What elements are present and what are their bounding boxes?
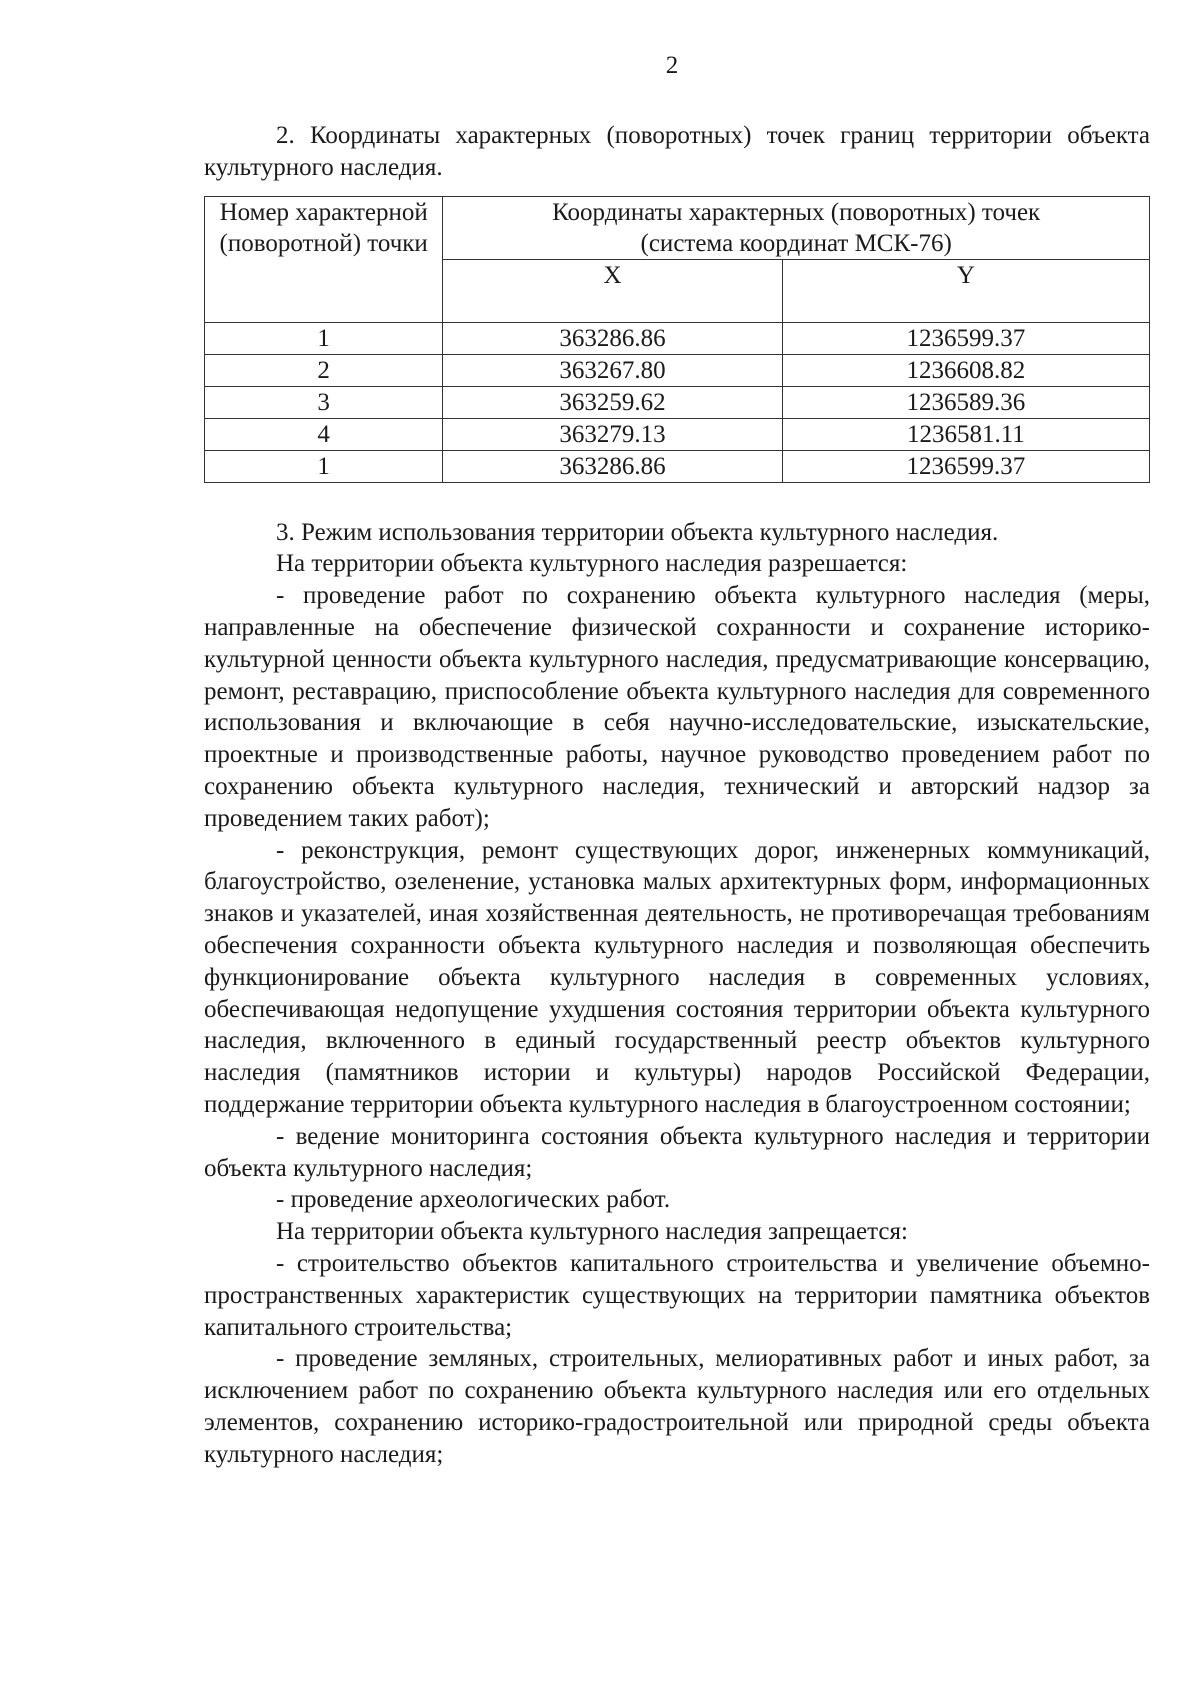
cell-point-number: 2 — [205, 354, 443, 386]
cell-y: 1236599.37 — [782, 322, 1149, 354]
cell-point-number: 4 — [205, 418, 443, 450]
allowed-item: - ведение мониторинга состояния объекта культурного наследия и территории объекта культурного наследия; — [204, 1122, 1150, 1182]
cell-x: 363286.86 — [443, 450, 782, 482]
allowed-item: - проведение работ по сохранению объекта культурного наследия (меры, направленные на обеспечение физической сохранности и сохранение историко-культурной ценности объекта культурного наследия, предусматривающие консервацию, ремонт, реставрацию, приспособление объекта культурного наследия для современного использования и включающие в себя научно-исследовательские, изыскательские, проектные и производственные работы, научное руководство проведением работ по сохранению объекта культурного наследия, технический и авторский надзор за проведением таких работ); — [204, 582, 1150, 832]
header-y: Y — [782, 259, 1149, 322]
table-row — [205, 386, 1150, 418]
table-row — [205, 450, 1150, 482]
cell-point-number: 3 — [205, 386, 443, 418]
cell-x: 363259.62 — [443, 386, 782, 418]
header-coordinates-line1: Координаты характерных (поворотных) точек — [552, 198, 1041, 226]
prohibited-item: - строительство объектов капитального строительства и увеличение объемно-пространственных характеристик существующих на территории памятника объектов капитального строительства; — [204, 1249, 1150, 1341]
prohibited-item: - проведение земляных, строительных, мелиоративных работ и иных работ, за исключением работ по сохранению объекта культурного наследия или его отдельных элементов, сохранению историко-градостроительной или природной среды объекта культурного наследия; — [204, 1345, 1150, 1468]
table-row — [205, 322, 1150, 354]
coordinates-table — [204, 196, 1150, 483]
cell-y: 1236599.37 — [782, 450, 1149, 482]
table-row — [205, 418, 1150, 450]
cell-y: 1236589.36 — [782, 386, 1149, 418]
table-row — [205, 354, 1150, 386]
section-2-heading: 2. Координаты характерных (поворотных) точек границ территории объекта культурного наследия. — [204, 122, 1150, 181]
cell-x: 363267.80 — [443, 354, 782, 386]
cell-y: 1236581.11 — [782, 418, 1149, 450]
page-number: 2 — [665, 52, 679, 79]
cell-point-number: 1 — [205, 322, 443, 354]
header-coordinates — [443, 196, 1150, 259]
header-point-number: Номер характерной (поворотной) точки — [205, 196, 443, 322]
section-3-heading: 3. Режим использования территории объекта культурного наследия. — [276, 518, 999, 546]
cell-point-number: 1 — [205, 450, 443, 482]
cell-y: 1236608.82 — [782, 354, 1149, 386]
allowed-item: - проведение археологических работ. — [276, 1186, 671, 1214]
document-page — [204, 50, 1150, 1471]
header-x: X — [443, 259, 782, 322]
cell-x: 363279.13 — [443, 418, 782, 450]
cell-x: 363286.86 — [443, 322, 782, 354]
header-coordinates-line2: (система координат МСК-76) — [640, 229, 952, 257]
prohibited-intro: На территории объекта культурного наследия запрещается: — [276, 1218, 908, 1246]
allowed-item: - реконструкция, ремонт существующих дорог, инженерных коммуникаций, благоустройство, озеленение, установка малых архитектурных форм, информационных знаков и указателей, иная хозяйственная деятельность, не противоречащая требованиям обеспечения сохранности объекта культурного наследия и позволяющая обеспечить функционирование объекта культурного наследия в современных условиях, обеспечивающая недопущение ухудшения состояния территории объекта культурного наследия, включенного в единый государственный реестр объектов культурного наследия (памятников истории и культуры) народов Российской Федерации, поддержание территории объекта культурного наследия в благоустроенном состоянии; — [204, 836, 1150, 1118]
allowed-intro: На территории объекта культурного наследия разрешается: — [276, 550, 908, 578]
